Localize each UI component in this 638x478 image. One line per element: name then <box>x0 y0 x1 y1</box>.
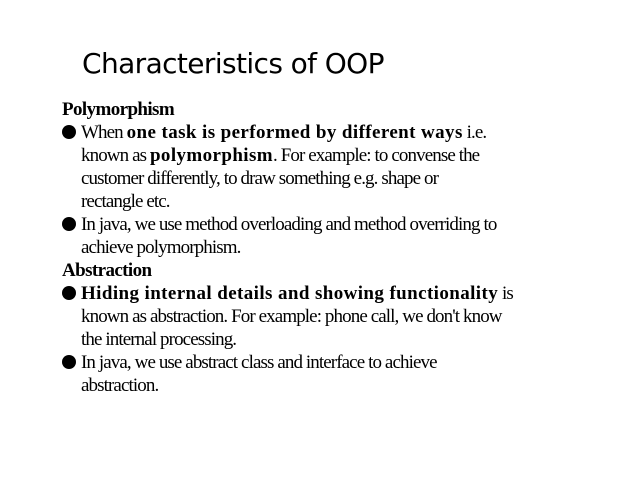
bold-text: polymorphism <box>149 145 273 166</box>
text-line: the internal processing. <box>81 329 237 350</box>
slide-title: Characteristics of OOP <box>82 47 384 80</box>
section-heading-polymorphism: Polymorphism <box>62 99 175 120</box>
slide-content <box>62 98 622 397</box>
bullet-item <box>62 351 622 397</box>
text-line: customer differently, to draw something e.g. shape or <box>81 168 438 189</box>
bullet-item <box>62 121 622 213</box>
text-line: known as abstraction. For example: phone call, we don't know <box>81 306 502 327</box>
text-line: In java, we use method overloading and method overriding to <box>81 214 497 235</box>
bullet-dot-icon <box>62 217 76 231</box>
bullet-item <box>62 213 622 259</box>
text-line: When one task is performed by different ways i.e. <box>81 122 487 143</box>
text-line: In java, we use abstract class and interface to achieve <box>81 352 437 373</box>
bullet-item <box>62 282 622 351</box>
text-line: achieve polymorphism. <box>81 237 241 258</box>
bold-text: one task is performed by different ways <box>126 122 463 143</box>
bullet-dot-icon <box>62 355 76 369</box>
section-heading-abstraction: Abstraction <box>62 260 152 281</box>
text-line: known as polymorphism. For example: to convense the <box>81 145 480 166</box>
bullet-dot-icon <box>62 125 76 139</box>
text-line: Hiding internal details and showing functionality is <box>81 283 513 304</box>
text-line: rectangle etc. <box>81 191 170 212</box>
bullet-dot-icon <box>62 286 76 300</box>
text-line: abstraction. <box>81 375 159 396</box>
bold-text: Hiding internal details and showing functionality <box>81 283 499 304</box>
